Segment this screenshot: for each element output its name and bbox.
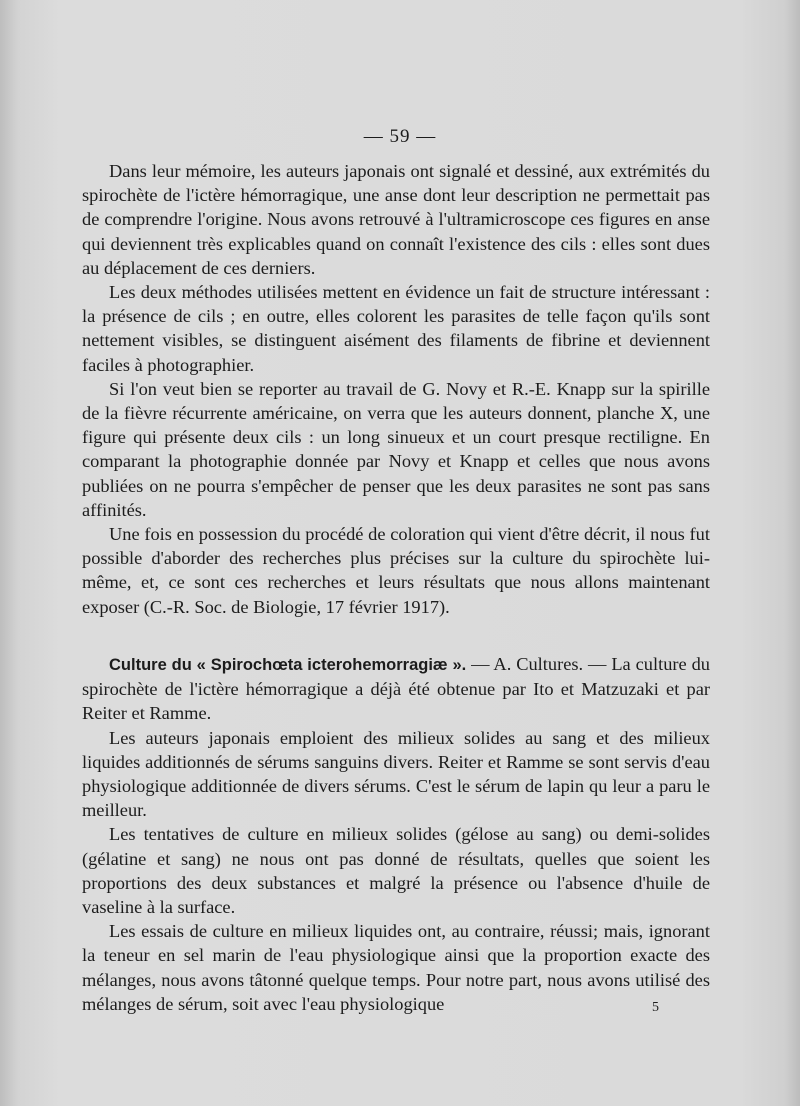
section-heading: Culture du « Spirochœta icterohemorragiæ ». [109,656,467,674]
paragraph: Les deux méthodes utilisées mettent en évidence un fait de structure intéressant : la présence de cils ; en outre, elles colorent les parasites de telle façon qu'ils sont nettement visibles, se distinguent aisément des filaments de fibrine et deviennent faciles à photographier. [82,282,710,375]
heading-paragraph-text: La culture du spirochète de l'ictère hémorragique a déjà été obtenue par Ito et Matzuzaki et par Reiter et Ramme. [82,654,710,724]
page-number: — 59 — [363,126,437,147]
subsection-heading: — A. Cultures. — [466,654,612,674]
paragraph: Dans leur mémoire, les auteurs japonais ont signalé et dessiné, aux extrémités du spirochète de l'ictère hémorragique, une anse dont leur description ne permettait pas de comprendre l'origine. Nous avons retrouvé à l'ultramicroscope ces figures en anse qui deviennent très explicables quand on connaît l'existence des cils : elles sont dues au déplacement de ces derniers. [82,161,710,278]
signature-mark: 5 [652,1000,659,1015]
section-heading-paragraph [82,652,710,726]
paragraph: Si l'on veut bien se reporter au travail de G. Novy et R.-E. Knapp sur la spirille de la fièvre récurrente américaine, on verra que les auteurs donnent, planche X, une figure qui présente deux cils : un long sinueux et un court presque rectiligne. En comparant la photographie donnée par Novy et Knapp et celles que nous avons publiées on ne pourra s'empêcher de penser que les deux parasites ne sont pas sans affinités. [82,378,710,520]
section-1-text [82,159,710,619]
paragraph: Une fois en possession du procédé de coloration qui vient d'être décrit, il nous fut possible d'aborder des recherches plus précises sur la culture du spirochète lui-même, et, ce sont ces recherches et leurs résultats que nous allons maintenant exposer (C.-R. Soc. de Biologie, 17 février 1917). [82,524,710,617]
paragraph: Les auteurs japonais emploient des milieux solides au sang et des milieux liquides additionnés de sérums sanguins divers. Reiter et Ramme se sont servis d'eau physiologique additionnée de divers sérums. C'est le sérum de lapin qu leur a paru le meilleur. [82,727,710,821]
paragraph: Les essais de culture en milieux liquides ont, au contraire, réussi; mais, ignorant la teneur en sel marin de l'eau physiologique ainsi que la proportion exacte des mélanges, nous avons tâtonné quelque temps. Pour notre part, nous avons utilisé des mélanges de sérum, soit avec l'eau physiologique [82,921,710,1014]
section-2-text [82,652,710,1016]
paragraph: Les tentatives de culture en milieux solides (gélose au sang) ou demi-solides (gélatine et sang) ne nous ont pas donné de résultats, quelles que soient les proportions des deux substances et malgré la présence ou l'absence d'huile de vaseline à la surface. [82,824,710,918]
